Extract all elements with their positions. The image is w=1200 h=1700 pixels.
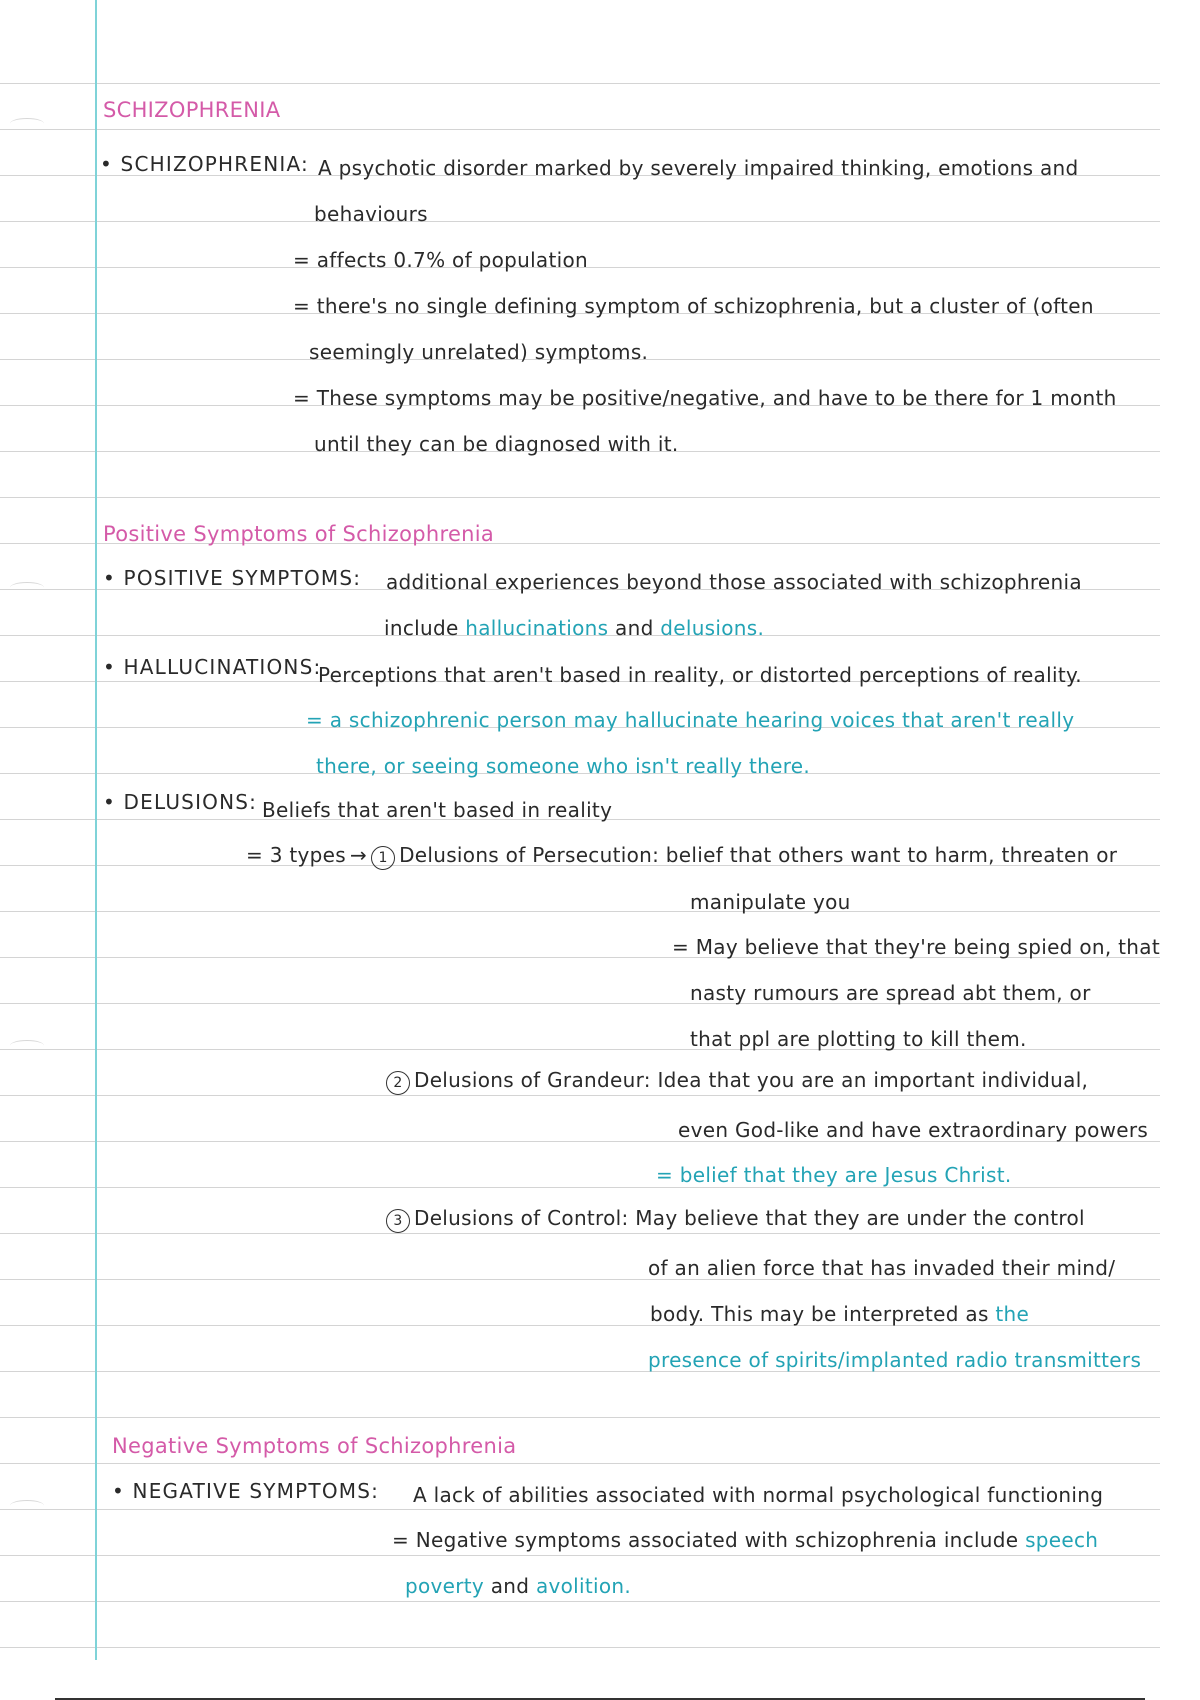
- delusion-persecution-example-2: nasty rumours are spread abt them, or: [690, 981, 1091, 1005]
- delusion-types-row: [246, 843, 1117, 870]
- highlight-avolition: avolition.: [535, 1574, 632, 1598]
- highlight-delusions: delusions.: [660, 616, 765, 640]
- note-diagnosis-2: until they can be diagnosed with it.: [314, 432, 679, 456]
- highlight-the: the: [995, 1302, 1030, 1326]
- definition-negative-2: [392, 1528, 1098, 1552]
- delusion-control-def: May believe that they are under the control: [635, 1206, 1085, 1230]
- binder-hole-mark: [10, 582, 44, 593]
- text-negative-include: = Negative symptoms associated with schizophrenia include: [392, 1528, 1019, 1552]
- ruled-line: [0, 1463, 1160, 1464]
- definition-delusions: Beliefs that aren't based in reality: [262, 798, 613, 822]
- number-1-circle: 1: [371, 846, 395, 870]
- delusion-control-name: Delusions of Control:: [414, 1206, 629, 1230]
- ruled-line: [0, 1647, 1160, 1648]
- text-include: include: [384, 616, 459, 640]
- delusion-grandeur-def-2: even God-like and have extraordinary powers: [678, 1118, 1149, 1142]
- ruled-line: [0, 83, 1160, 84]
- delusion-grandeur-row: [386, 1068, 1088, 1095]
- example-hallucinations-2: there, or seeing someone who isn't really there.: [316, 754, 811, 778]
- delusion-control-row: [386, 1206, 1085, 1233]
- term-negative-symptoms: • NEGATIVE SYMPTOMS:: [112, 1479, 380, 1503]
- delusion-persecution-example-3: that ppl are plotting to kill them.: [690, 1027, 1027, 1051]
- ruled-line: [0, 1555, 1160, 1556]
- note-prevalence: = affects 0.7% of population: [293, 248, 589, 272]
- ruled-line: [0, 497, 1160, 498]
- highlight-presence-of-spirits: presence of spirits/implanted radio transmitters: [648, 1348, 1142, 1372]
- definition-schizophrenia-2: behaviours: [314, 202, 428, 226]
- definition-negative-3: [405, 1574, 631, 1598]
- definition-positive-1: additional experiences beyond those associated with schizophrenia: [386, 570, 1082, 594]
- note-cluster-1: = there's no single defining symptom of schizophrenia, but a cluster of (often: [293, 294, 1094, 318]
- text-and: and: [615, 616, 654, 640]
- ruled-line: [0, 1095, 1160, 1096]
- ruled-line: [0, 129, 1160, 130]
- term-delusions: • DELUSIONS:: [103, 790, 258, 814]
- note-diagnosis-1: = These symptoms may be positive/negative, and have to be there for 1 month: [293, 386, 1117, 410]
- highlight-hallucinations: hallucinations: [465, 616, 609, 640]
- delusion-control-def-2: of an alien force that has invaded their mind/: [648, 1256, 1116, 1280]
- delusion-grandeur-name: Delusions of Grandeur:: [414, 1068, 651, 1092]
- ruled-line: [0, 911, 1160, 912]
- note-cluster-2: seemingly unrelated) symptoms.: [309, 340, 649, 364]
- term-hallucinations: • HALLUCINATIONS:: [103, 655, 322, 679]
- highlight-speech: speech: [1025, 1528, 1099, 1552]
- delusion-persecution-name: Delusions of Persecution:: [399, 843, 660, 867]
- arrow-icon: →: [350, 843, 368, 867]
- term-positive-symptoms: • POSITIVE SYMPTOMS:: [103, 566, 362, 590]
- delusion-grandeur-def: Idea that you are an important individual,: [657, 1068, 1089, 1092]
- binder-hole-mark: [10, 1040, 44, 1051]
- ruled-line: [0, 1233, 1160, 1234]
- text-and-2: and: [490, 1574, 530, 1598]
- delusion-persecution-def: belief that others want to harm, threaten or: [665, 843, 1118, 867]
- ruled-line: [0, 1601, 1160, 1602]
- delusion-persecution-example-1: = May believe that they're being spied on, that: [672, 935, 1160, 959]
- delusion-control-text: body. This may be interpreted as: [650, 1302, 989, 1326]
- definition-negative-1: A lack of abilities associated with normal psychological functioning: [413, 1483, 1104, 1507]
- ruled-line: [0, 1417, 1160, 1418]
- delusion-persecution-def-2: manipulate you: [690, 890, 851, 914]
- term-schizophrenia: • SCHIZOPHRENIA:: [100, 152, 309, 176]
- definition-schizophrenia-1: A psychotic disorder marked by severely impaired thinking, emotions and: [318, 156, 1079, 180]
- highlight-poverty: poverty: [405, 1574, 485, 1598]
- definition-hallucinations: Perceptions that aren't based in reality, or distorted perceptions of reality.: [318, 663, 1082, 687]
- text-3-types: = 3 types: [246, 843, 346, 867]
- ruled-line: [0, 221, 1160, 222]
- binder-hole-mark: [10, 1500, 44, 1511]
- binder-hole-mark: [10, 118, 44, 129]
- ruled-line: [0, 1509, 1160, 1510]
- delusion-control-def-3: [650, 1302, 1029, 1326]
- section-heading-positive-symptoms: Positive Symptoms of Schizophrenia: [103, 522, 495, 546]
- number-3-circle: 3: [386, 1209, 410, 1233]
- definition-positive-2: [384, 616, 764, 640]
- example-hallucinations-1: = a schizophrenic person may hallucinate hearing voices that aren't really: [306, 708, 1075, 732]
- ruled-line: [0, 1187, 1160, 1188]
- section-heading-schizophrenia: SCHIZOPHRENIA: [103, 98, 281, 122]
- delusion-grandeur-example: = belief that they are Jesus Christ.: [656, 1163, 1012, 1187]
- section-heading-negative-symptoms: Negative Symptoms of Schizophrenia: [112, 1434, 517, 1458]
- number-2-circle: 2: [386, 1071, 410, 1095]
- margin-line: [95, 0, 97, 1660]
